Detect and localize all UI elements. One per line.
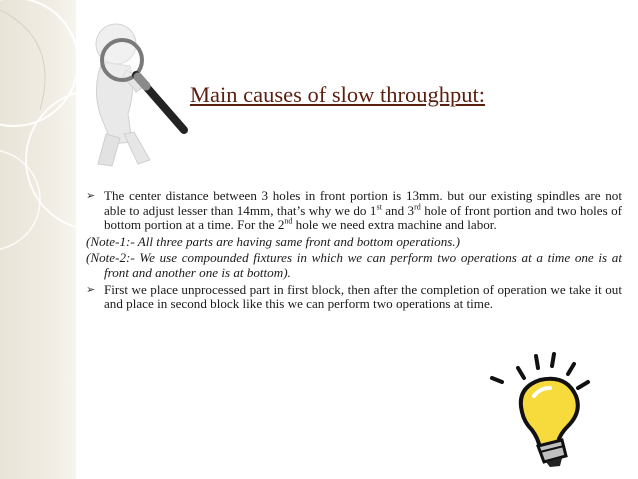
note-1: (Note-1:- All three parts are having same front and bottom operations.) bbox=[86, 233, 460, 249]
bullet-arrow-icon: ➢ bbox=[86, 189, 96, 202]
slide-content bbox=[86, 189, 622, 314]
bullet-item bbox=[86, 283, 622, 312]
bullet-arrow-icon: ➢ bbox=[86, 282, 96, 296]
light-bulb-icon bbox=[488, 346, 608, 468]
note-2: (Note-2:- We use compounded fixtures in which we can perform two operations at a time one is at front and another one is at bottom). bbox=[86, 250, 622, 280]
bullet-item bbox=[86, 189, 622, 233]
slide-title: Main causes of slow throughput: bbox=[190, 82, 485, 107]
bullet-text: The center distance between 3 holes in front portion is 13mm. but our existing spindles are not able to adjust lesser than 14mm, that’s why we do 1st and 3rd hole of front portion and two holes of bottom portion at a time. For the 2nd hole we need extra machine and labor. bbox=[104, 188, 623, 233]
bullet-text: First we place unprocessed part in first block, then after the completion of operation we take it out and place in second block like this we can perform two operations at time. bbox=[104, 281, 622, 312]
